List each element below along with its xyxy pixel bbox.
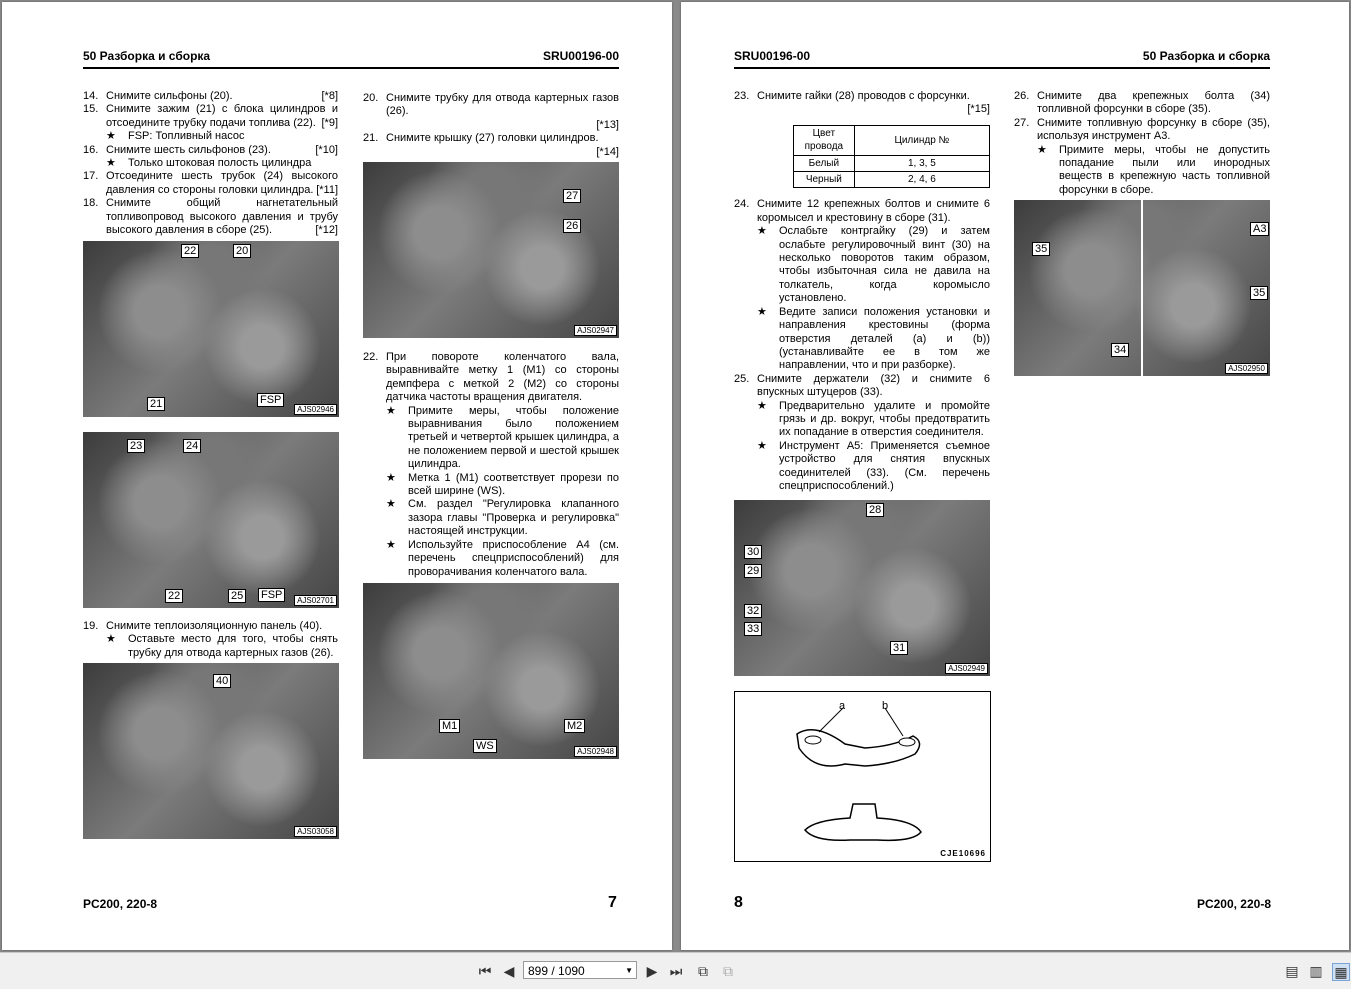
- chevron-down-icon: ▼: [625, 966, 633, 975]
- step-25: 25. Снимите держатели (32) и снимите 6 впускных штуцеров (33).: [734, 372, 990, 399]
- crosshead-drawing: [735, 692, 990, 861]
- photo-ajs02947: 27 26 AJS02947: [363, 162, 619, 338]
- footer-model: PC200, 220-8: [83, 897, 158, 911]
- header-doc-code: SRU00196-00: [734, 49, 811, 63]
- note-25-2: ★ Инструмент A5: Применяется съемное устройство для снятия впускных соединителей (33). (См. перечень спецприспособлений.): [757, 439, 990, 492]
- crosshead-diagram: a b CJE10696: [734, 691, 991, 862]
- two-page-view-icon[interactable]: ▦: [1332, 963, 1350, 981]
- step-22-block: [363, 351, 619, 579]
- star-icon: ★: [386, 471, 396, 484]
- header-doc-code: SRU00196-00: [542, 49, 619, 63]
- label-a: a: [839, 700, 846, 712]
- photo-ajs02946: 22 20 21 FSP AJS02946: [83, 241, 339, 417]
- step-22: 22. При повороте коленчатого вала, выравнивайте метку 1 (M1) со стороны демпфера с меткой 2 (M2) со стороны датчика частоты вращения двигателя.: [363, 351, 619, 404]
- step-17: 17. Отсоедините шесть трубок (24) высокого давления со стороны головки цилиндра. [*11]: [83, 170, 338, 196]
- page-number: 8: [734, 894, 743, 911]
- step-19: 19. Снимите теплоизоляционную панель (40).: [83, 620, 323, 632]
- step-23: 23. Снимите гайки (28) проводов с форсунки.: [734, 90, 970, 102]
- star-icon: ★: [386, 498, 396, 511]
- page-header: [83, 47, 619, 69]
- note-24-2: ★ Ведите записи положения установки и направления крестовины (форма отверстия деталей (a) и (b)) (устанавливайте ее в том же направлении, что и при разборке).: [757, 305, 990, 372]
- photo-ajs02950: 35 A3 35 34 AJS02950: [1014, 200, 1270, 376]
- step-19-block: [83, 620, 338, 660]
- note-24-1: ★ Ослабьте контргайку (29) и затем ослабьте регулировочный винт (30) на несколько поворотов таким образом, чтобы избыточная сила не давила на толкатель, когда коромысло установлено.: [757, 225, 990, 305]
- page-header: [734, 47, 1270, 69]
- label-b: b: [882, 700, 889, 712]
- viewer-toolbar: [0, 952, 1351, 989]
- star-icon: ★: [757, 305, 767, 318]
- step-26: 26. Снимите два крепежных болта (34) топливной форсунки в сборе (35).: [1014, 90, 1270, 116]
- pdf-page-right: [681, 2, 1349, 950]
- step-24: 24. Снимите 12 крепежных болтов и снимите 6 коромысел и крестовину в сборе (31).: [734, 198, 990, 224]
- star-icon: ★: [757, 439, 767, 452]
- single-page-view-icon[interactable]: ▤: [1285, 963, 1299, 979]
- note-19: ★ Оставьте место для того, чтобы снять трубку для отвода картерных газов (26).: [106, 633, 338, 659]
- star-icon: ★: [386, 538, 396, 551]
- note-22-1: ★ Примите меры, чтобы положение выравнивания было положением третьей и четвертой крышек цилиндра, а не положением первой и шестой крышек цилиндра.: [386, 404, 619, 471]
- step-15: 15. Снимите зажим (21) с блока цилиндров и отсоедините трубку подачи топлива (22). [*9]: [83, 103, 338, 129]
- footer-model: PC200, 220-8: [1196, 897, 1271, 911]
- photo-ajs02948: M1 WS M2 AJS02948: [363, 583, 619, 759]
- star-icon: ★: [106, 130, 116, 143]
- step-21: 21. Снимите крышку (27) головки цилиндров.: [363, 132, 599, 145]
- photo-ajs03058: 40 AJS03058: [83, 663, 339, 839]
- next-page-icon[interactable]: ▶: [646, 963, 658, 979]
- right-column-2: [1014, 90, 1270, 197]
- note-16: ★ Только штоковая полость цилиндра: [106, 157, 312, 170]
- right-column-1: 23. Снимите гайки (28) проводов с форсунки. [*15] Цвет провода Цилиндр № Белый 1, 3, 5 Черный 2, 4, 6 24. Снимите 12 крепежных болтов и снимите 6 коромысел и крестовину в сборе (31). ★ Ослабьте контргайку (29) и затем ослабьте регулировочный винт (30) на несколько поворотов таким образом, чтобы избыточная сила не давила на толкатель, когда коромысло установлено. ★ Ведите записи положения установки и направления крестовины (форма отверстия деталей (a) и (b)) (устанавливайте ее в том же направлении, что и при разборке). 25. Снимите держатели (32) и снимите 6 впускных штуцеров (33). ★ Предварительно удалите и промойте грязь и др. вокруг, чтобы предотвратить их попадание в отверстия соединителя. ★ Инструмент A5: Применяется съемное устройство для снятия впускных соединителей (33). (См. перечень спецприспособлений.): [734, 90, 990, 492]
- step-27: 27. Снимите топливную форсунку в сборе (35), используя инструмент A3.: [1014, 116, 1270, 143]
- step-16: 16. Снимите шесть сильфонов (23). [*10]: [83, 143, 338, 156]
- star-icon: ★: [757, 225, 767, 238]
- last-page-icon[interactable]: ⏭: [669, 963, 683, 979]
- star-icon: ★: [106, 633, 116, 646]
- header-section-title: 50 Разборка и сборка: [83, 49, 211, 63]
- star-icon: ★: [1037, 143, 1047, 156]
- note-27-1: ★ Примите меры, чтобы не допустить попадание пыли или инородных веществ в крепежную часть топливной форсунки в сборе.: [1037, 143, 1270, 196]
- note-22-4: ★ Используйте приспособление A4 (см. перечень спецприспособлений) для проворачивания коленчатого вала.: [386, 538, 619, 578]
- note-15: ★ FSP: Топливный насос: [106, 130, 245, 143]
- step-20: 20. Снимите трубку для отвода картерных газов (26).: [363, 92, 619, 118]
- star-icon: ★: [757, 399, 767, 412]
- note-22-3: ★ См. раздел "Регулировка клапанного зазора главы "Проверка и регулировка" настоящей инструкции.: [386, 498, 619, 538]
- step-14: 14. Снимите сильфоны (20). [*8]: [83, 90, 338, 102]
- page-number-select[interactable]: 899 / 1090 ▼: [523, 961, 637, 979]
- page-number: 7: [608, 894, 617, 911]
- first-page-icon[interactable]: ⏮: [478, 963, 492, 979]
- previous-page-icon[interactable]: ◀: [503, 963, 515, 979]
- photo-ajs02949: 28 30 29 32 33 31 AJS02949: [734, 500, 990, 676]
- photo-ajs02701: 23 24 22 25 FSP AJS02701: [83, 432, 339, 608]
- wire-color-table: Цвет провода Цилиндр № Белый 1, 3, 5 Черный 2, 4, 6: [793, 125, 990, 189]
- step-18: 18. Снимите общий нагнетательный топливопровод высокого давления и трубу высокого давления в сборе (25). [*12]: [83, 197, 338, 237]
- pdf-page-left: [2, 2, 672, 950]
- page-back-icon[interactable]: ⧉: [698, 963, 708, 979]
- header-section-title: 50 Разборка и сборка: [1142, 49, 1270, 63]
- left-column-1: [83, 90, 338, 237]
- left-column-2: 20. Снимите трубку для отвода картерных газов (26). [*13] 21. Снимите крышку (27) головки цилиндров. [*14]: [363, 92, 619, 158]
- continuous-view-icon[interactable]: ▥: [1309, 963, 1323, 979]
- star-icon: ★: [386, 404, 396, 417]
- note-25-1: ★ Предварительно удалите и промойте грязь и др. вокруг, чтобы предотвратить их попадание в отверстия соединителя.: [757, 399, 990, 439]
- note-22-2: ★ Метка 1 (M1) соответствует прорези по всей ширине (WS).: [386, 471, 619, 498]
- star-icon: ★: [106, 157, 116, 170]
- page-forward-icon[interactable]: ⧉: [723, 963, 733, 979]
